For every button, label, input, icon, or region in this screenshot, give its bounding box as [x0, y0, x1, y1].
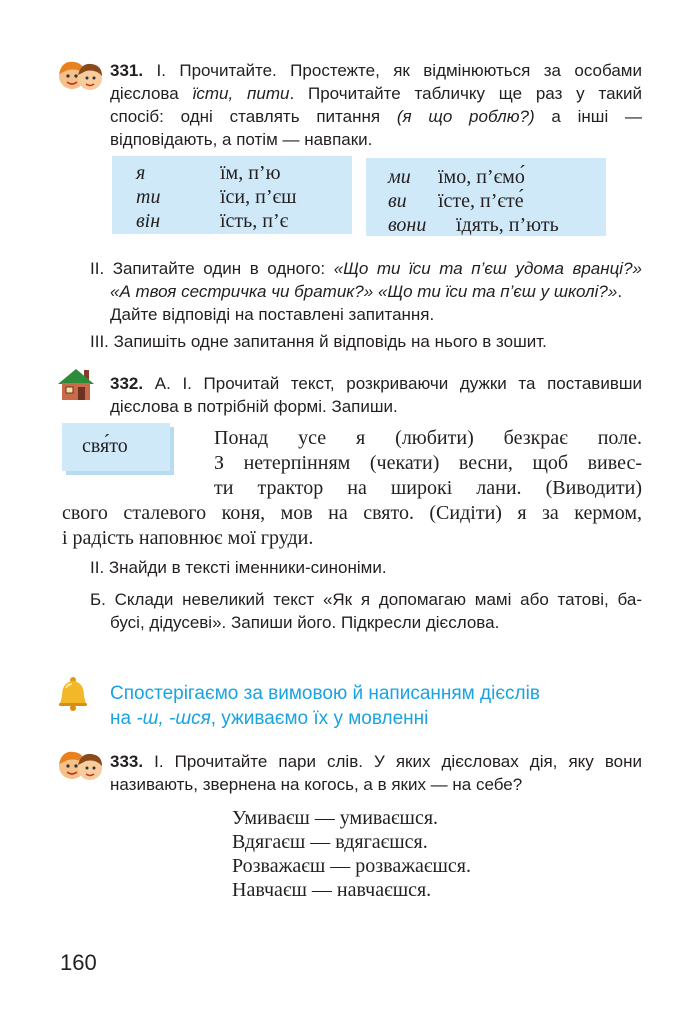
pronoun: вони: [388, 214, 427, 236]
heading-line-2: [110, 706, 650, 731]
pronoun: ти: [136, 186, 161, 208]
pronoun: ви: [388, 190, 407, 212]
exercise-number: 333.: [110, 752, 144, 771]
ex331-line-1: [110, 59, 642, 82]
exercise-331-task-2: [90, 257, 642, 326]
children-icon: [56, 54, 104, 94]
word-pair: Умиваєш — умиваєшся.: [232, 807, 439, 829]
ex331-line-2-pre: дієслова: [110, 84, 193, 103]
verb-forms: їси, п’єш: [220, 186, 297, 208]
page-number: 160: [60, 950, 97, 975]
ex333-line-1: [110, 750, 642, 773]
task2-question-2: «А твоя сестричка чи братик?»: [110, 282, 374, 301]
ex331-line-2-post: . Прочитайте табличку ще раз у такий: [289, 84, 642, 103]
vocabulary-word-tag: [62, 423, 170, 471]
ex331-line-4: відповідають, а потім — навпаки.: [110, 130, 373, 149]
ex332-text-line-3: ти трактор на широкі лани. (Виводити): [214, 477, 642, 499]
ex331-line-1-text: І. Прочитайте. Простежте, як відмінюються за особами: [156, 61, 642, 80]
ex331-line-2-italic: їсти, пити: [192, 84, 290, 103]
exercise-number: 331.: [110, 61, 144, 80]
exercise-332-instructions: [110, 372, 642, 418]
verb-forms: їсть, п’є: [220, 210, 289, 232]
task2-period: .: [617, 282, 623, 301]
ex331-line-3: [110, 105, 642, 128]
exercise-332-task-b: [90, 588, 642, 634]
exercise-331-instructions: [110, 59, 642, 151]
word-pair: Вдягаєш — вдягаєшся.: [232, 831, 428, 853]
ex331-task2-line-3: Дайте відповіді на поставлені запитання.: [110, 305, 435, 324]
task2-pre: ІІ. Запитайте один в одного:: [90, 259, 334, 278]
exercise-333-instructions: [110, 750, 642, 796]
children-icon: [56, 744, 104, 784]
task2-question-3: «Що ти їси та п’єш у школі?»: [377, 282, 618, 301]
verb-forms: їмо, п’ємо́: [438, 166, 525, 188]
vocabulary-word: свя́то: [82, 435, 128, 457]
ex331-task2-line-1: [90, 257, 642, 280]
ex332-line-2: дієслова в потрібній формі. Запиши.: [110, 397, 398, 416]
pronoun: я: [136, 162, 146, 184]
ex333-line-2: називають, звернена на когось, а в яких — на себе?: [110, 775, 523, 794]
exercise-number: 332.: [110, 374, 144, 393]
ex331-line-3-pre: спосіб: одні ставлять питання: [110, 107, 397, 126]
ex332-text-line-1: Понад усе я (любити) безкрає поле.: [214, 427, 642, 449]
pronoun: він: [136, 210, 161, 232]
conjugation-table-plural: [366, 158, 606, 236]
verb-forms: їдять, п’ють: [456, 214, 559, 236]
word-pair: Розважаєш — розважаєшся.: [232, 855, 471, 877]
ex332-text-line-5: і радість наповнює мої груди.: [62, 527, 314, 549]
ex332-text-line-4: свого сталевого коня, мов на свято. (Сидіти) я за кермом,: [62, 502, 642, 524]
verb-forms: їсте, п’єте́: [438, 190, 524, 212]
word-pairs: [232, 806, 471, 902]
conjugation-table-singular: [112, 156, 352, 234]
verb-forms: їм, п’ю: [220, 162, 281, 184]
ex331-line-3-italic: (я що роблю?): [396, 107, 535, 126]
heading-line-2-italic: -ш, -шся: [136, 708, 211, 729]
ex332-text-line-2: З нетерпінням (чекати) весни, щоб вивес-: [214, 452, 642, 474]
exercise-331-task-3: ІІІ. Запишіть одне запитання й відповідь на нього в зошит.: [90, 332, 547, 351]
pronoun: ми: [388, 166, 411, 188]
heading-line-2-post: , уживаємо їх у мовленні: [210, 708, 429, 729]
exercise-332-task-2: ІІ. Знайди в тексті іменники-синоніми.: [90, 558, 387, 577]
ex332-taskb-line-2: бусі, дідусеві». Запиши його. Підкресли дієслова.: [110, 613, 500, 632]
ex332-taskb-line-1: Б. Склади невеликий текст «Як я допомагаю мамі або татові, ба-: [90, 590, 642, 609]
ex331-line-3-post: а інші —: [534, 107, 642, 126]
word-pair: Навчаєш — навчаєшся.: [232, 879, 432, 901]
house-icon: [56, 366, 96, 402]
ex332-line-1-text: А. І. Прочитай текст, розкриваючи дужки та поставивши: [154, 374, 642, 393]
ex331-task2-line-2: [90, 280, 642, 303]
heading-line-2-pre: на: [110, 708, 137, 729]
section-heading: [110, 681, 650, 731]
task2-question-1: «Що ти їси та п’єш удома вранці?»: [333, 259, 642, 278]
ex331-line-2: [110, 82, 642, 105]
heading-line-1: Спостерігаємо за вимовою й написанням дієслів: [110, 683, 540, 704]
ex333-line-1-text: І. Прочитайте пари слів. У яких дієсловах дія, яку вони: [154, 752, 642, 771]
bell-icon: [56, 676, 90, 712]
ex332-line-1: [110, 372, 642, 395]
